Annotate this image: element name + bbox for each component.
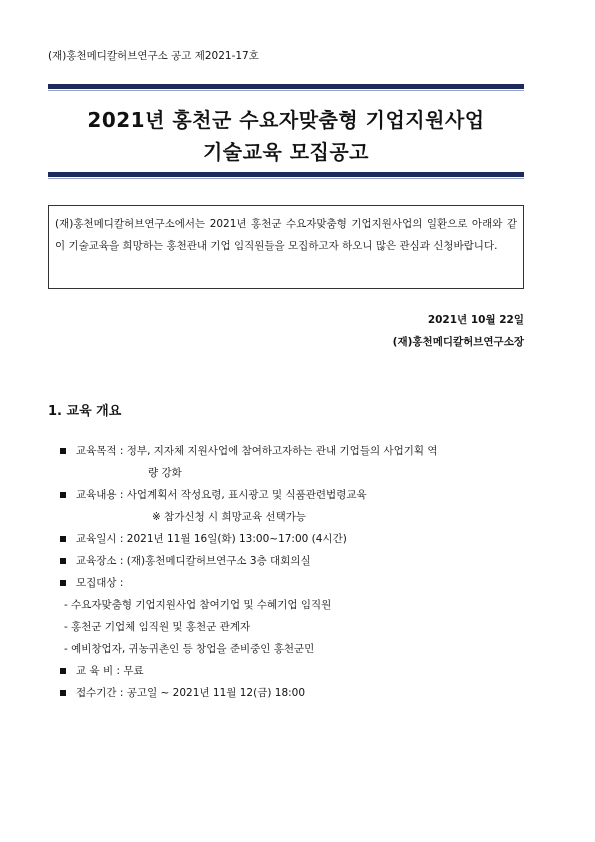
content-text: 교육내용 : 사업계획서 작성요령, 표시광고 및 식품관련법령교육 — [76, 489, 367, 501]
intro-text: (재)홍천메디칼허브연구소에서는 2021년 홍천군 수요자맞춤형 기업지원사업의 일환으로 아래와 같이 기술교육을 희망하는 홍천관내 기업 임직원들을 모집하고자 하오니 많은 관심과 신청바랍니다. — [55, 218, 517, 252]
target-text: 모집대상 : — [76, 577, 124, 589]
title-top-rule — [48, 84, 524, 89]
target-sub-item: - 홍천군 기업체 임직원 및 홍천군 관계자 — [64, 621, 251, 633]
place-text: 교육장소 : (재)홍천메디칼허브연구소 3층 대회의실 — [76, 555, 311, 567]
period-text: 접수기간 : 공고일 ~ 2021년 11월 12(금) 18:00 — [76, 687, 306, 699]
square-bullet-icon — [60, 536, 66, 542]
target-sub-item: - 예비창업자, 귀농귀촌인 등 창업을 준비중인 홍천군민 — [64, 643, 315, 655]
square-bullet-icon — [60, 580, 66, 586]
section-title: 1. 교육 개요 — [48, 404, 122, 419]
square-bullet-icon — [60, 448, 66, 454]
purpose-continuation: 량 강화 — [148, 467, 182, 479]
title-bottom-rule-thin — [48, 178, 524, 179]
square-bullet-icon — [60, 668, 66, 674]
intro-box — [48, 205, 524, 289]
purpose-text: 교육목적 : 정부, 지자체 지원사업에 참여하고자하는 관내 기업들의 사업기획 역 — [76, 445, 438, 457]
title-bottom-rule — [48, 172, 524, 177]
list-item-place — [60, 550, 530, 572]
list-item-target — [60, 572, 530, 594]
list-item-period — [60, 682, 530, 704]
list-item-fee — [60, 660, 530, 682]
notice-number: (재)홍천메디칼허브연구소 공고 제2021-17호 — [48, 50, 259, 62]
list-item-content — [60, 484, 530, 506]
datetime-text: 교육일시 : 2021년 11월 16일(화) 13:00~17:00 (4시간) — [76, 533, 347, 545]
square-bullet-icon — [60, 492, 66, 498]
title-top-rule-thin — [48, 90, 524, 91]
content-note: ※ 참가신청 시 희망교육 선택가능 — [152, 511, 307, 523]
square-bullet-icon — [60, 558, 66, 564]
page-title-line2: 기술교육 모집공고 — [202, 140, 370, 164]
target-sub-item: - 수요자맞춤형 기업지원사업 참여기업 및 수혜기업 임직원 — [64, 599, 332, 611]
overview-list — [60, 440, 530, 704]
list-item-purpose — [60, 440, 530, 462]
announcement-date: 2021년 10월 22일 — [427, 314, 524, 326]
page-title-line1: 2021년 홍천군 수요자맞춤형 기업지원사업 — [87, 108, 485, 132]
fee-text: 교 육 비 : 무료 — [76, 665, 144, 677]
organization-signature: (재)홍천메디칼허브연구소장 — [392, 336, 524, 348]
list-item-datetime — [60, 528, 530, 550]
square-bullet-icon — [60, 690, 66, 696]
